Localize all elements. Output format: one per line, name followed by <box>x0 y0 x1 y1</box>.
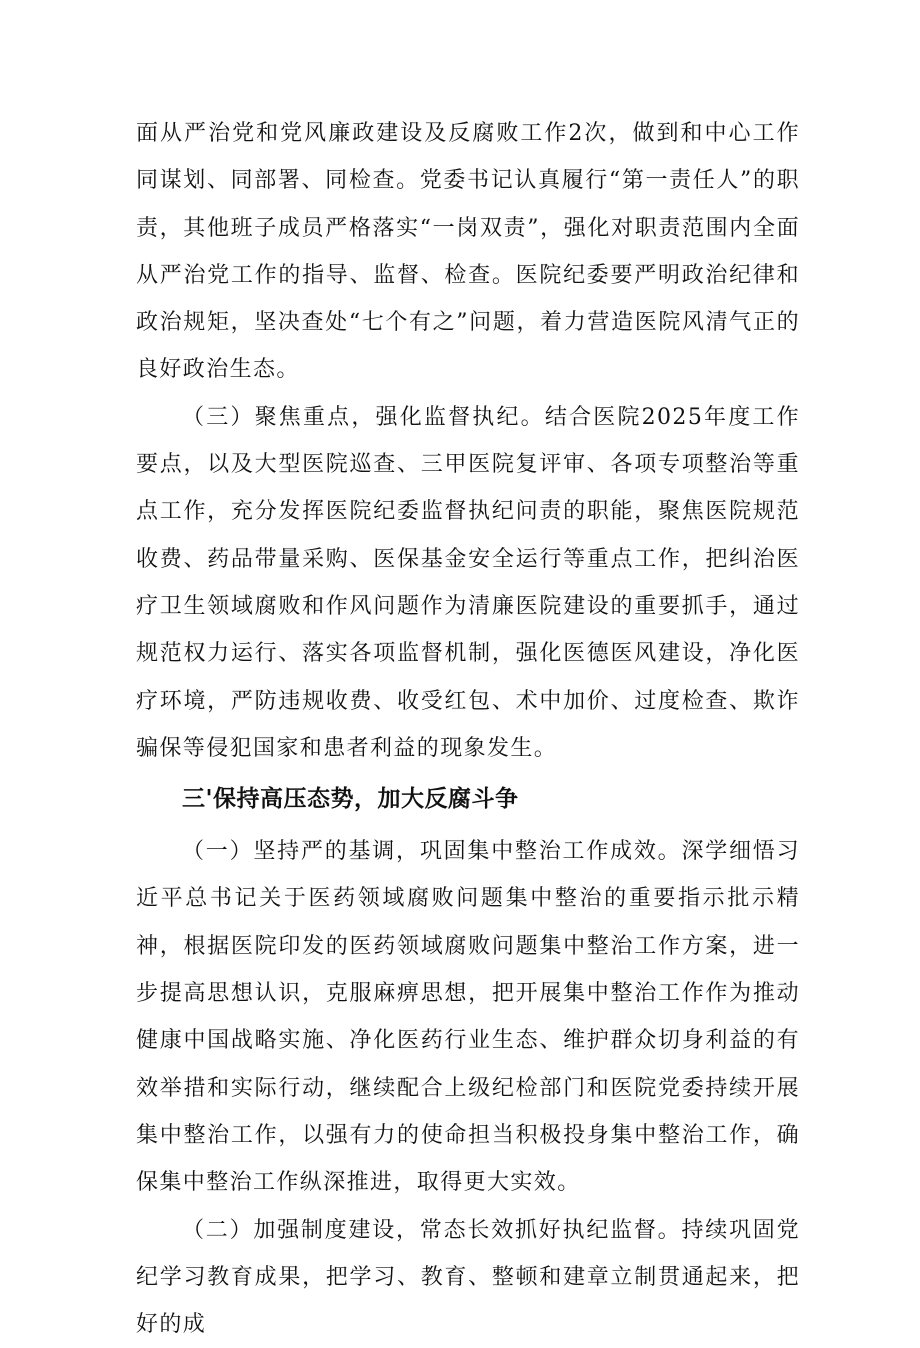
paragraph-continuation: 面从严治党和党风廉政建设及反腐败工作2次，做到和中心工作同谋划、同部署、同检查。党委书记认真履行“第一责任人”的职责，其他班子成员严格落实“一岗双责”，强化对职责范围内全面从严治党工作的指导、监督、检查。医院纪委要严明政治纪律和政治规矩，坚决查处“七个有之”问题，着力营造医院风清气正的良好政治生态。 <box>136 121 800 383</box>
paragraph-system-building: （二）加强制度建设，常态长效抓好执纪监督。持续巩固党纪学习教育成果，把学习、教育、整顿和建章立制贯通起来，把好的成 <box>136 1217 800 1338</box>
paragraph-strict-tone: （一）坚持严的基调，巩固集中整治工作成效。深学细悟习近平总书记关于医药领域腐败问题集中整治的重要指示批示精神，根据医院印发的医药领域腐败问题集中整治工作方案，进一步提高思想认识，克服麻痹思想，把开展集中整治工作作为推动健康中国战略实施、净化医药行业生态、维护群众切身利益的有效举措和实际行动，继续配合上级纪检部门和医院党委持续开展集中整治工作，以强有力的使命担当积极投身集中整治工作，确保集中整治工作纵深推进，取得更大实效。 <box>136 839 800 1196</box>
paragraph-focus-supervision: （三）聚焦重点，强化监督执纪。结合医院2025年度工作要点，以及大型医院巡查、三甲医院复评审、各项专项整治等重点工作，充分发挥医院纪委监督执纪问责的职能，聚焦医院规范收费、药品带量采购、医保基金安全运行等重点工作，把纠治医疗卫生领域腐败和作风问题作为清廉医院建设的重要抓手，通过规范权力运行、落实各项监督机制，强化医德医风建设，净化医疗环境，严防违规收费、收受红包、术中加价、过度检查、欺诈骗保等侵犯国家和患者利益的现象发生。 <box>136 404 800 761</box>
section-heading-three: 三'保持高压态势，加大反腐斗争 <box>182 786 519 813</box>
